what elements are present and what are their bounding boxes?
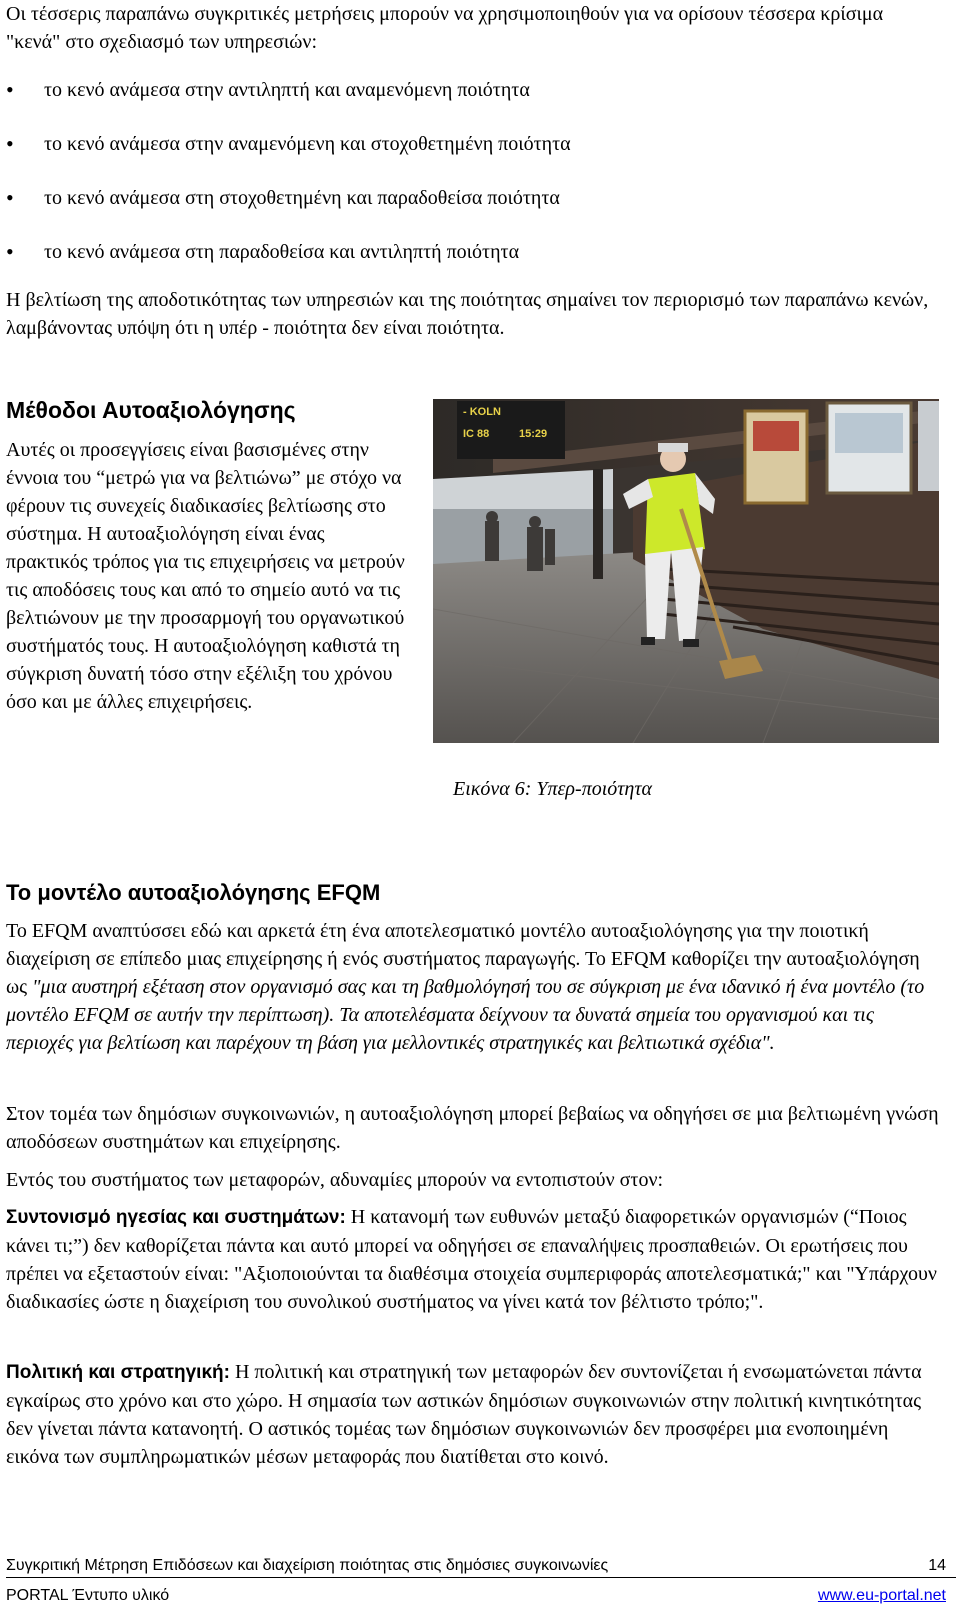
leadership-paragraph — [6, 1203, 941, 1316]
gap-list — [6, 76, 936, 292]
list-item: • το κενό ανάμεσα στη στοχοθετημένη και παραδοθείσα ποιότητα — [6, 184, 936, 238]
station-photo — [433, 399, 939, 743]
self-assessment-paragraph: Αυτές οι προσεγγίσεις είναι βασισμένες στην έννοια του “μετρώ για να βελτιώνω” με στόχο να φέρουν τις συνεχείς διαδικασίες βελτίωσης στο σύστημα. Η αυτοαξιολόγηση είναι ένας πρακτικός τρόπος για τις επιχειρήσεις να μετρούν τις αποδόσεις τους και από το σημείο αυτό να τις βελτιώνουν με την προσαρμογή του οργανωτικού συστήματός τους. Η αυτοαξιολόγηση καθιστά τη σύγκριση δυνατή τόσο στην εξέλιξη του χρόνου όσο και με άλλες επιχειρήσεις. — [6, 439, 405, 713]
list-item: • το κενό ανάμεσα στην αντιληπτή και αναμενόμενη ποιότητα — [6, 76, 936, 130]
efqm-definition-quote: "μια αυστηρή εξέταση στον οργανισμό σας και τη βαθμολόγησή του σε σύγκριση με ένα ιδανικό ή ένα μοντέλο (το μοντέλο EFQM σε αυτήν την περίπτωση). Τα αποτελέσματα δείχνουν τα δυνατά σημεία του οργανισμού και τις περιοχές για βελτίωση και παρέχουν τη βάση για μελλοντικές στρατηγικές και βελτιωτικά σχέδια". — [6, 976, 925, 1054]
board-train: IC 88 — [463, 428, 490, 440]
policy-paragraph — [6, 1358, 941, 1471]
efqm-paragraph — [6, 917, 941, 1057]
section-heading-efqm: Το μοντέλο αυτοαξιολόγησης EFQM — [6, 880, 381, 905]
policy-text: Η πολιτική και στρατηγική των μεταφορών δεν συντονίζεται ή ενσωματώνεται πάντα εγκαίρως στο χρόνο και στο χώρο. Η σημασία των αστικών δημόσιων συγκοινωνιών στην πολιτική κινητικότητας δεν γίνεται πάντα κατανοητή. Ο αστικός τομέας των δημόσιων συγκοινωνιών δεν προσφέρει μια ενοποιημένη εικόνα των συμπληρωματικών μέσων μεταφοράς που διατίθεται στο κοινό. — [6, 1361, 922, 1468]
list-item: • το κενό ανάμεσα στην αναμενόμενη και στοχοθετημένη ποιότητα — [6, 130, 936, 184]
efqm-intro-text: Το EFQM αναπτύσσει εδώ και αρκετά έτη ένα αποτελεσματικό μοντέλο αυτοαξιολόγησης για την ποιοτική διαχείριση σε επίπεδο μιας επιχείρησης ή ενός συστήματος παραγωγής. Το EFQM καθορίζει την αυτοαξιολόγηση ως — [6, 920, 920, 998]
footer-title: Συγκριτική Μέτρηση Επιδόσεων και διαχείριση ποιότητας στις δημόσιες συγκοινωνίες — [6, 1557, 609, 1574]
efficiency-paragraph: Η βελτίωση της αποδοτικότητας των υπηρεσιών και της ποιότητας σημαίνει τον περιορισμό των παραπάνω κενών, λαμβάνοντας υπόψη ότι η υπέρ - ποιότητα δεν είναι ποιότητα. — [6, 289, 929, 339]
footer-source-row — [6, 1585, 956, 1607]
footer-source: PORTAL Έντυπο υλικό — [6, 1587, 170, 1604]
section-heading-self-assessment: Μέθοδοι Αυτοαξιολόγησης — [6, 397, 296, 423]
footer-link[interactable]: www.eu-portal.net — [817, 1587, 946, 1604]
policy-lead: Πολιτική και στρατηγική: — [6, 1362, 230, 1383]
figure-caption: Εικόνα 6: Υπερ-ποιότητα — [453, 778, 653, 800]
list-item: • το κενό ανάμεσα στη παραδοθείσα και αντιληπτή ποιότητα — [6, 238, 936, 292]
footer-title-row — [6, 1555, 956, 1578]
weaknesses-paragraph: Εντός του συστήματος των μεταφορών, αδυναμίες μπορούν να εντοπιστούν στον: — [6, 1169, 664, 1191]
intro-paragraph: Οι τέσσερις παραπάνω συγκριτικές μετρήσεις μπορούν να χρησιμοποιηθούν για να ορίσουν τέσσερα κρίσιμα "κενά" στο σχεδιασμό των υπηρεσιών: — [6, 3, 884, 53]
page-number: 14 — [928, 1557, 946, 1574]
leadership-lead: Συντονισμό ηγεσίας και συστημάτων: — [6, 1207, 346, 1228]
board-destination: - KOLN — [463, 406, 501, 418]
public-transport-paragraph: Στον τομέα των δημόσιων συγκοινωνιών, η αυτοαξιολόγηση μπορεί βεβαίως να οδηγήσει σε μια βελτιωμένη γνώση αποδόσεων συστημάτων και επιχείρησης. — [6, 1103, 939, 1153]
board-time: 15:29 — [519, 428, 548, 440]
leadership-text: Η κατανομή των ευθυνών μεταξύ διαφορετικών οργανισμών (“Ποιος κάνει τι;”) δεν καθορίζεται πάντα και αυτό μπορεί να οδηγήσει σε επαναλήψεις προσπαθειών. Οι ερωτήσεις που πρέπει να εξεταστούν είναι: "Αξιοποιούνται τα διαθέσιμα στοιχεία συμπεριφοράς αποτελεσματικά;" και "Υπάρχουν διαδικασίες ώστε η διαχείριση του συνολικού συστήματος να γίνει κατά τον βέλτιστο τρόπο;". — [6, 1206, 937, 1313]
